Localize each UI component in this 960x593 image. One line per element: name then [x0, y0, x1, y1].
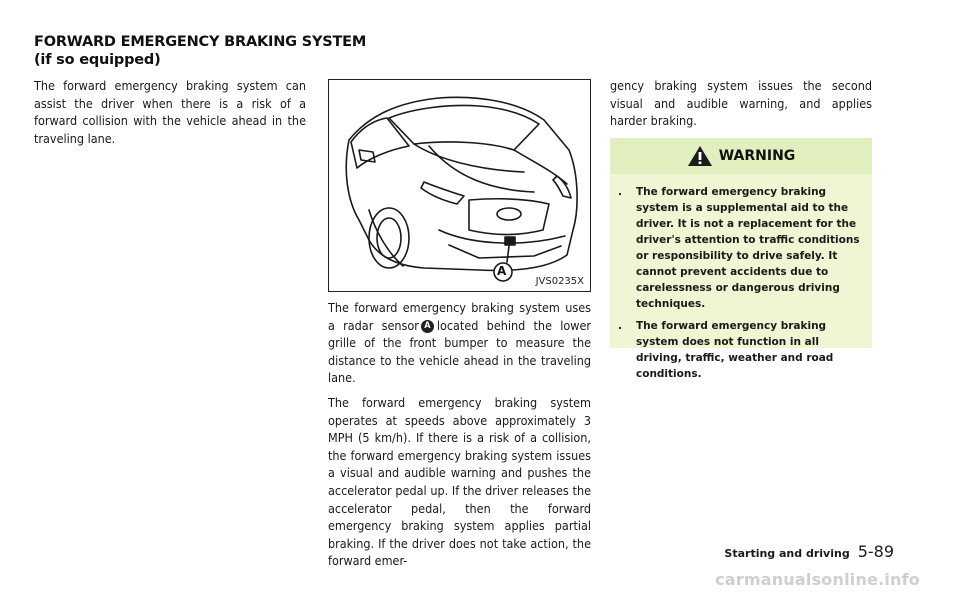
- operation-paragraph: The forward emergency braking system operates at speeds above approximately 3 MPH (5 km/h). If there is a risk of a collision, the forward emergency braking system issues a visual and audible warning and pushes the accelerator pedal up. If the driver releases the accelerator pedal, then the forward emergency braking system applies partial braking. If the driver does not take action, the forward emer-: [328, 394, 591, 569]
- footer-section-name: Starting and driving: [724, 547, 850, 560]
- section-title-line2: (if so equipped): [34, 52, 161, 68]
- intro-paragraph: The forward emergency braking system can assist the driver when there is a risk of a forward collision with the vehicle ahead in the traveling lane.: [34, 78, 306, 146]
- warning-item: [618, 318, 860, 382]
- section-title: [34, 33, 366, 69]
- warning-bullet: .: [618, 186, 622, 198]
- warning-box: [610, 138, 872, 380]
- warning-title: WARNING: [718, 148, 796, 164]
- section-title-line1: FORWARD EMERGENCY BRAKING SYSTEM: [34, 34, 367, 50]
- inline-callout-a: A: [421, 320, 434, 333]
- column-1: [34, 77, 306, 154]
- sensor-paragraph-start: The forward emergency braking system uses a radar sensor: [328, 300, 591, 333]
- continuation-paragraph: gency braking system issues the second visual and audible warning, and applies harder braking.: [610, 78, 872, 129]
- sensor-paragraph: [328, 299, 591, 387]
- warning-header: [610, 138, 872, 174]
- column-3: [610, 77, 872, 137]
- page-footer: [724, 542, 894, 561]
- warning-item-text: The forward emergency braking system does not function in all driving, traffic, weather and road conditions.: [636, 320, 834, 380]
- warning-item-text: The forward emergency braking system is a supplemental aid to the driver. It is not a replacement for the driver's attention to traffic conditions or responsibility to drive safely. It cannot prevent accidents due to carelessness or dangerous driving techniques.: [636, 186, 860, 310]
- page-number: 5-89: [857, 542, 894, 561]
- vehicle-illustration: [328, 79, 591, 292]
- warning-body: [610, 174, 872, 382]
- figure-callout-a: A: [497, 264, 507, 278]
- warning-triangle-icon: [687, 145, 713, 167]
- figure-code: JVS0235X: [535, 276, 584, 287]
- warning-bullet: .: [618, 320, 622, 332]
- column-2: [328, 299, 591, 577]
- sensor-paragraph-end: located behind the lower grille of the front bumper to measure the distance to the vehicle ahead in the traveling lane.: [328, 317, 591, 386]
- car-drawing: [329, 80, 591, 292]
- warning-item: [618, 184, 860, 312]
- watermark: carmanualsonline.info: [715, 570, 920, 589]
